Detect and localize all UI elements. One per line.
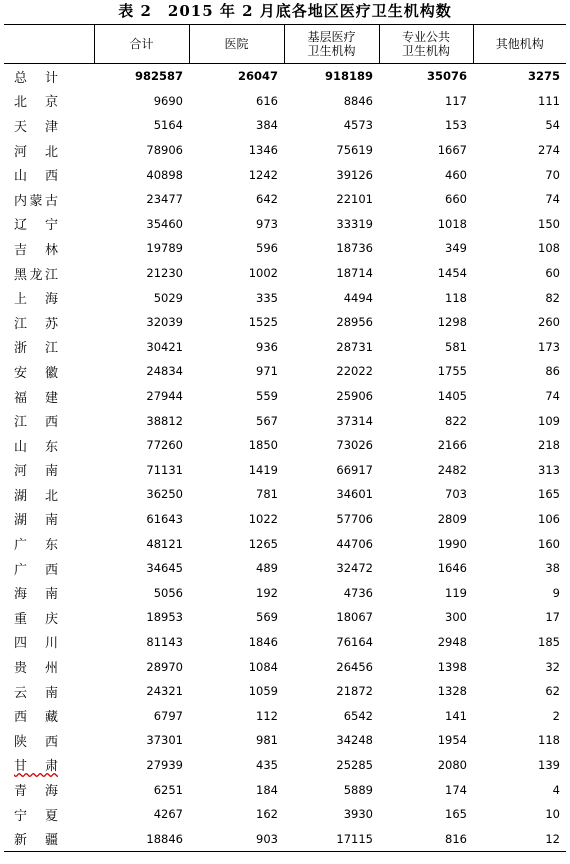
region-name: 陕 西	[14, 734, 58, 750]
cell-value: 54	[545, 118, 560, 133]
table-row	[4, 630, 566, 655]
table-row	[4, 236, 566, 261]
region-name: 总 计	[14, 70, 58, 86]
region-name: 广 西	[14, 562, 58, 578]
cell-value: 48121	[146, 536, 183, 551]
cell-value: 274	[538, 143, 560, 158]
cell-value: 822	[445, 413, 467, 428]
table-row	[4, 113, 566, 138]
region-name: 安 徽	[14, 365, 58, 381]
cell-value: 150	[538, 216, 560, 231]
cell-value: 37301	[146, 733, 183, 748]
region-name: 天 津	[14, 119, 58, 135]
region-name: 河 南	[14, 464, 58, 480]
cell-value: 5889	[343, 782, 373, 797]
region-name: 福 建	[14, 390, 58, 406]
cell-value: 2166	[437, 438, 467, 453]
table-row	[4, 728, 566, 753]
table-row	[4, 482, 566, 507]
cell-value: 27939	[146, 757, 183, 772]
region-name: 江 西	[14, 415, 58, 431]
region-name: 河 北	[14, 144, 58, 160]
table-row	[4, 826, 566, 851]
cell-value: 4494	[343, 290, 373, 305]
cell-value: 816	[379, 826, 473, 851]
column-header: 基层医疗 卫生机构	[284, 25, 379, 64]
cell-value: 21230	[146, 266, 183, 281]
region-name: 青 海	[14, 784, 58, 800]
cell-value: 2	[552, 708, 560, 723]
cell-value: 76164	[336, 634, 373, 649]
cell-value: 62	[545, 684, 560, 699]
cell-value: 260	[538, 315, 560, 330]
data-table	[4, 24, 566, 852]
cell-value: 25906	[336, 389, 373, 404]
cell-value: 35076	[426, 69, 467, 84]
cell-value: 981	[256, 733, 278, 748]
region-name: 新 疆	[4, 826, 94, 851]
cell-value: 78906	[146, 143, 183, 158]
region-name: 黑龙江	[14, 267, 58, 283]
cell-value: 349	[445, 241, 467, 256]
cell-value: 19789	[146, 241, 183, 256]
cell-value: 173	[538, 339, 560, 354]
cell-value: 28731	[336, 339, 373, 354]
table-row	[4, 605, 566, 630]
cell-value: 32	[545, 659, 560, 674]
cell-value: 184	[256, 782, 278, 797]
cell-value: 616	[256, 93, 278, 108]
table-body	[4, 64, 566, 852]
cell-value: 17115	[284, 826, 379, 851]
cell-value: 1022	[248, 511, 278, 526]
cell-value: 82	[545, 290, 560, 305]
cell-value: 6542	[343, 708, 373, 723]
cell-value: 111	[538, 93, 560, 108]
cell-value: 10	[545, 807, 560, 822]
cell-value: 28970	[146, 659, 183, 674]
cell-value: 33319	[336, 216, 373, 231]
table-title: 表 2 2015 年 2 月底各地区医疗卫生机构数	[118, 2, 452, 20]
cell-value: 596	[256, 241, 278, 256]
cell-value: 26047	[237, 69, 278, 84]
cell-value: 81143	[146, 634, 183, 649]
cell-value: 174	[445, 782, 467, 797]
cell-value: 1265	[248, 536, 278, 551]
cell-value: 12	[473, 826, 566, 851]
region-name: 辽 宁	[14, 218, 58, 234]
table-row	[4, 187, 566, 212]
cell-value: 26456	[336, 659, 373, 674]
cell-value: 1405	[437, 389, 467, 404]
table-row	[4, 433, 566, 458]
table-row	[4, 654, 566, 679]
cell-value: 9690	[153, 93, 183, 108]
cell-value: 18714	[336, 266, 373, 281]
cell-value: 2080	[437, 757, 467, 772]
cell-value: 17	[545, 610, 560, 625]
cell-value: 384	[256, 118, 278, 133]
cell-value: 37314	[336, 413, 373, 428]
cell-value: 38	[545, 561, 560, 576]
cell-value: 74	[545, 192, 560, 207]
table-row	[4, 580, 566, 605]
region-name: 浙 江	[14, 341, 58, 357]
cell-value: 460	[445, 167, 467, 182]
cell-value: 162	[256, 807, 278, 822]
table-row	[4, 138, 566, 163]
cell-value: 6797	[153, 708, 183, 723]
cell-value: 119	[445, 585, 467, 600]
cell-value: 1419	[248, 462, 278, 477]
cell-value: 335	[256, 290, 278, 305]
cell-value: 703	[445, 487, 467, 502]
table-row	[4, 335, 566, 360]
cell-value: 4	[552, 782, 560, 797]
cell-value: 18953	[146, 610, 183, 625]
cell-value: 3275	[527, 69, 560, 84]
cell-value: 27944	[146, 389, 183, 404]
cell-value: 34248	[336, 733, 373, 748]
region-name: 上 海	[14, 292, 58, 308]
cell-value: 185	[538, 634, 560, 649]
cell-value: 1398	[437, 659, 467, 674]
cell-value: 118	[445, 290, 467, 305]
table-row	[4, 802, 566, 827]
cell-value: 139	[538, 757, 560, 772]
cell-value: 8846	[343, 93, 373, 108]
region-name: 江 苏	[14, 316, 58, 332]
table-row	[4, 753, 566, 778]
cell-value: 218	[538, 438, 560, 453]
total-row	[4, 64, 566, 89]
cell-value: 60	[545, 266, 560, 281]
cell-value: 18846	[94, 826, 189, 851]
cell-value: 971	[256, 364, 278, 379]
table-row	[4, 359, 566, 384]
cell-value: 106	[538, 511, 560, 526]
table-row	[4, 507, 566, 532]
cell-value: 2948	[437, 634, 467, 649]
cell-value: 108	[538, 241, 560, 256]
table-row	[4, 261, 566, 286]
table-row	[4, 703, 566, 728]
column-header	[4, 25, 94, 64]
cell-value: 86	[545, 364, 560, 379]
cell-value: 1667	[437, 143, 467, 158]
column-header: 其他机构	[473, 25, 566, 64]
cell-value: 70	[545, 167, 560, 182]
cell-value: 57706	[336, 511, 373, 526]
cell-value: 642	[256, 192, 278, 207]
cell-value: 1846	[248, 634, 278, 649]
cell-value: 300	[445, 610, 467, 625]
cell-value: 25285	[336, 757, 373, 772]
cell-value: 5164	[153, 118, 183, 133]
cell-value: 2482	[437, 462, 467, 477]
cell-value: 109	[538, 413, 560, 428]
cell-value: 1646	[437, 561, 467, 576]
cell-value: 973	[256, 216, 278, 231]
cell-value: 1525	[248, 315, 278, 330]
cell-value: 660	[445, 192, 467, 207]
cell-value: 1755	[437, 364, 467, 379]
cell-value: 1346	[248, 143, 278, 158]
cell-value: 117	[445, 93, 467, 108]
cell-value: 165	[538, 487, 560, 502]
region-name: 湖 南	[14, 513, 58, 529]
cell-value: 35460	[146, 216, 183, 231]
cell-value: 435	[256, 757, 278, 772]
cell-value: 61643	[146, 511, 183, 526]
cell-value: 567	[256, 413, 278, 428]
cell-value: 153	[445, 118, 467, 133]
cell-value: 4573	[343, 118, 373, 133]
cell-value: 66917	[336, 462, 373, 477]
cell-value: 903	[189, 826, 284, 851]
cell-value: 18067	[336, 610, 373, 625]
cell-value: 39126	[336, 167, 373, 182]
region-name: 贵 州	[14, 661, 58, 677]
cell-value: 36250	[146, 487, 183, 502]
cell-value: 1850	[248, 438, 278, 453]
cell-value: 192	[256, 585, 278, 600]
table-row	[4, 384, 566, 409]
column-header: 专业公共 卫生机构	[379, 25, 473, 64]
cell-value: 21872	[336, 684, 373, 699]
cell-value: 18736	[336, 241, 373, 256]
table-row	[4, 89, 566, 114]
region-name: 北 京	[14, 95, 58, 111]
cell-value: 112	[256, 708, 278, 723]
cell-value: 34645	[146, 561, 183, 576]
cell-value: 24834	[146, 364, 183, 379]
cell-value: 6251	[153, 782, 183, 797]
cell-value: 1059	[248, 684, 278, 699]
region-name: 云 南	[14, 685, 58, 701]
region-name: 重 庆	[14, 611, 58, 627]
cell-value: 2809	[437, 511, 467, 526]
column-header: 合计	[94, 25, 189, 64]
cell-value: 74	[545, 389, 560, 404]
cell-value: 71131	[146, 462, 183, 477]
cell-value: 982587	[134, 69, 183, 84]
cell-value: 32472	[336, 561, 373, 576]
cell-value: 1328	[437, 684, 467, 699]
region-name: 宁 夏	[14, 808, 58, 824]
table-row	[4, 531, 566, 556]
cell-value: 24321	[146, 684, 183, 699]
cell-value: 1454	[437, 266, 467, 281]
cell-value: 569	[256, 610, 278, 625]
cell-value: 160	[538, 536, 560, 551]
cell-value: 1084	[248, 659, 278, 674]
cell-value: 1018	[437, 216, 467, 231]
region-name: 山 西	[14, 169, 58, 185]
cell-value: 313	[538, 462, 560, 477]
table-row	[4, 777, 566, 802]
cell-value: 165	[445, 807, 467, 822]
region-name: 湖 北	[14, 488, 58, 504]
table-row	[4, 458, 566, 483]
cell-value: 34601	[336, 487, 373, 502]
cell-value: 489	[256, 561, 278, 576]
header-row	[4, 25, 566, 64]
cell-value: 5056	[153, 585, 183, 600]
cell-value: 22101	[336, 192, 373, 207]
region-name: 甘 肃	[14, 759, 58, 775]
cell-value: 4736	[343, 585, 373, 600]
table-row	[4, 162, 566, 187]
cell-value: 4267	[153, 807, 183, 822]
cell-value: 936	[256, 339, 278, 354]
cell-value: 1242	[248, 167, 278, 182]
table-row	[4, 212, 566, 237]
table-row	[4, 310, 566, 335]
cell-value: 28956	[336, 315, 373, 330]
cell-value: 1002	[248, 266, 278, 281]
cell-value: 23477	[146, 192, 183, 207]
cell-value: 32039	[146, 315, 183, 330]
region-name: 内蒙古	[14, 193, 58, 209]
table-row	[4, 408, 566, 433]
cell-value: 73026	[336, 438, 373, 453]
cell-value: 559	[256, 389, 278, 404]
region-name: 吉 林	[14, 242, 58, 258]
cell-value: 9	[552, 585, 560, 600]
cell-value: 141	[445, 708, 467, 723]
region-name: 西 藏	[14, 710, 58, 726]
cell-value: 781	[256, 487, 278, 502]
column-header: 医院	[189, 25, 284, 64]
cell-value: 1954	[437, 733, 467, 748]
cell-value: 1990	[437, 536, 467, 551]
cell-value: 118	[538, 733, 560, 748]
cell-value: 5029	[153, 290, 183, 305]
table-row	[4, 679, 566, 704]
region-name: 山 东	[14, 439, 58, 455]
cell-value: 40898	[146, 167, 183, 182]
cell-value: 75619	[336, 143, 373, 158]
region-name: 广 东	[14, 538, 58, 554]
cell-value: 30421	[146, 339, 183, 354]
cell-value: 1298	[437, 315, 467, 330]
region-name: 四 川	[14, 636, 58, 652]
cell-value: 918189	[324, 69, 373, 84]
cell-value: 22022	[336, 364, 373, 379]
table-row	[4, 285, 566, 310]
cell-value: 38812	[146, 413, 183, 428]
cell-value: 77260	[146, 438, 183, 453]
cell-value: 3930	[343, 807, 373, 822]
cell-value: 44706	[336, 536, 373, 551]
region-name: 海 南	[14, 587, 58, 603]
table-row	[4, 556, 566, 581]
cell-value: 581	[445, 339, 467, 354]
